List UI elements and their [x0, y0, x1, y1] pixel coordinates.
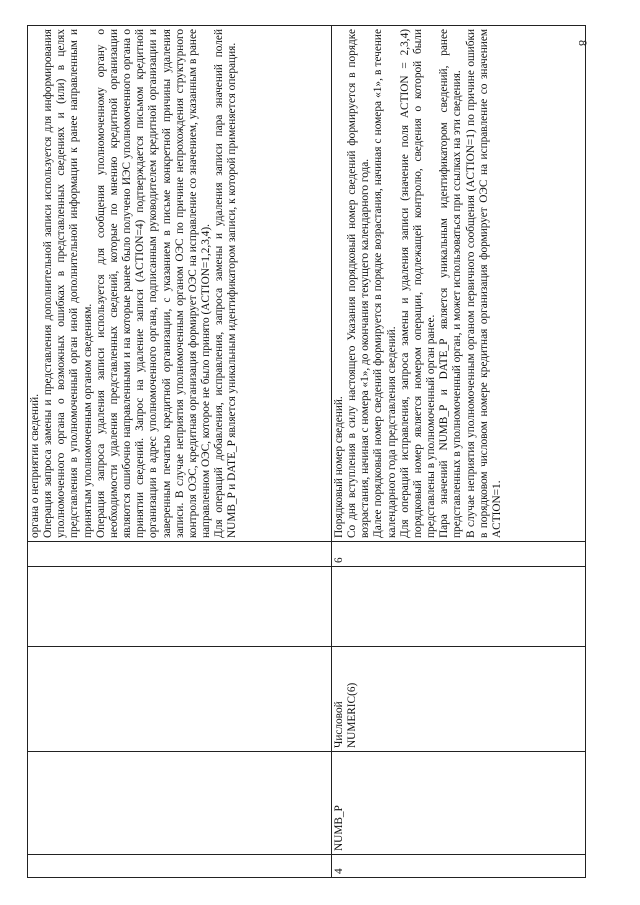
field-type-cell: [332, 647, 586, 752]
table-row: [28, 26, 332, 878]
field-extra-cell: [332, 567, 586, 647]
field-name-cell: NUMB_P: [332, 752, 586, 855]
field-description-table: [27, 25, 586, 878]
description-paragraph: органа о неприятии сведений.: [29, 393, 41, 538]
row-number-cell: [28, 855, 332, 878]
description-paragraph: Для операций исправления, запроса замены и удаления записи (значение поля ACTION = 2,3,4) порядковый номер является номером операции, подлежащей контролю, сведения о которой были представлены в уполномоченный орган ранее.: [398, 29, 438, 538]
description-paragraph: Со дня вступления в силу настоящего Указания порядковый номер сведений формируется в порядке возрастания, начиная с номера «1», до окончания текущего календарного года.: [346, 29, 372, 538]
rotated-document: [27, 26, 585, 878]
description-paragraph: Для операций добавления, исправления, запроса замены и удаления записи пара значений полей NUMB_P и DATE_P является уникальным идентификатором записи, к которой применяется операция.: [213, 29, 239, 538]
row-number-cell: 4: [332, 855, 586, 878]
description-paragraph: Пара значений NUMB_P и DATE_P является уникальным идентификатором сведений, ранее представленных в уполномоченный орган, и может использоваться при ссылках на эти сведения.: [438, 29, 464, 538]
description-paragraph: В случае неприятия уполномоченным органом первичного сообщения (ACTION=1) по причине ошибки в порядковом числовом номере кредитная организация формирует ОЭС на исправление со значением ACTION=1.: [464, 29, 503, 538]
description-paragraph: Порядковый номер сведений.: [333, 396, 345, 538]
field-name-cell: [28, 752, 332, 855]
field-description-cell: [332, 26, 586, 542]
field-type-cell: [28, 647, 332, 752]
field-length-cell: [28, 542, 332, 567]
page-number: 8: [576, 40, 590, 46]
field-type-ru: Числовой: [333, 701, 345, 748]
description-paragraph: Операция запроса удаления записи используется для сообщения уполномоченному органу о необходимости удаления представленных сведений, которые по мнению кредитной организации являются ошибочно направленными и на которые ранее было получено ИЭС уполномоченного органа о принятии сведений. Запрос на удаление записи (ACTION=4) подтверждается письмом кредитной организации в адрес уполномоченного органа, подписанным руководителем кредитной организации и заверенным печатью кредитной организации, с указанием в письме конкретной причины удаления записи. В случае неприятия уполномоченным органом ОЭС по причине непрохождения структурного контроля ОЭС, кредитная организация формирует ОЭС на исправление со значением, указанным в ранее направленном ОЭС, которое не было принято (ACTION=1,2,3,4).: [94, 29, 213, 538]
field-length-cell: 6: [332, 542, 586, 567]
field-extra-cell: [28, 567, 332, 647]
description-paragraph: Далее порядковый номер сведений формируется в порядке возрастания, начиная с номера «1», в течение календарного года представления сведений.: [372, 29, 398, 538]
field-description-cell: [28, 26, 332, 542]
field-type-code: NUMERIC(6): [346, 682, 359, 748]
description-paragraph: Операция запроса замены и представления дополнительной записи используется для информирования уполномоченного органа о возможных ошибках в представленных сведениях и (или) в целях представления в уполномоченный орган иной дополнительной информации к ранее направленным и принятым уполномоченным органом сведениям.: [42, 29, 94, 538]
table-row: [332, 26, 586, 878]
